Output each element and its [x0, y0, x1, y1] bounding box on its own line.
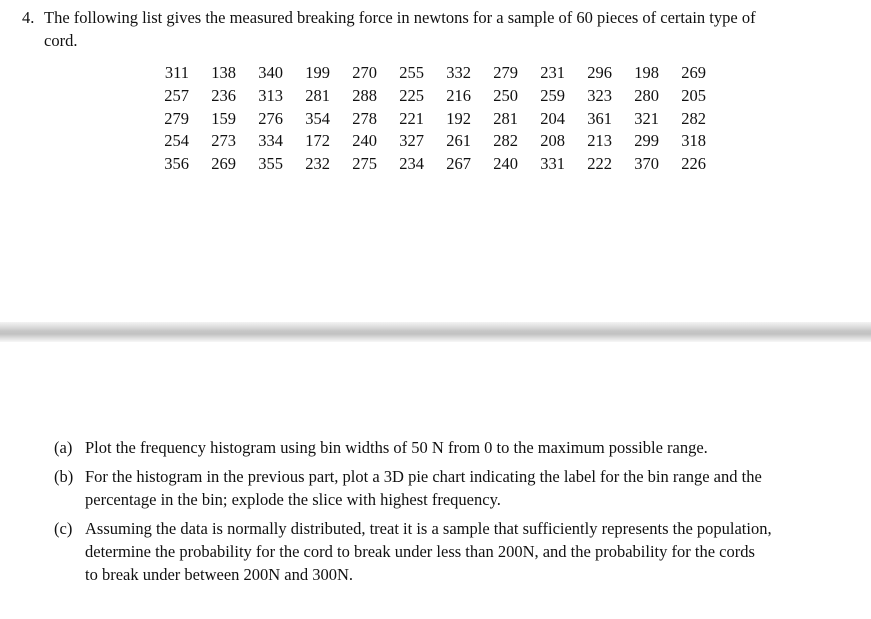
data-cell: 259: [540, 86, 565, 106]
data-cell: 226: [681, 154, 706, 174]
problem-intro-line-2: cord.: [44, 31, 78, 50]
data-cell: 255: [399, 63, 424, 83]
question-part-text: [85, 517, 844, 586]
data-cell: 216: [446, 86, 471, 106]
data-cell: 280: [634, 86, 659, 106]
question-part-line: determine the probability for the cord to break under less than 200N, and the probability for the cords: [85, 542, 755, 561]
data-row: [155, 153, 706, 176]
data-cell: 269: [211, 154, 236, 174]
data-cell: 204: [540, 108, 565, 128]
data-cell: 234: [399, 154, 424, 174]
problem-intro-line-1: [22, 6, 852, 29]
breaking-force-data-table: [155, 62, 706, 175]
data-row: [155, 130, 706, 153]
data-cell: 282: [493, 131, 518, 151]
data-cell: 250: [493, 86, 518, 106]
data-cell: 327: [399, 131, 424, 151]
data-cell: 198: [634, 63, 659, 83]
data-cell: 222: [587, 154, 612, 174]
data-cell: 276: [258, 108, 283, 128]
data-cell: 355: [258, 154, 283, 174]
data-cell: 159: [211, 108, 236, 128]
data-cell: 279: [164, 108, 189, 128]
question-part-label: (a): [54, 438, 73, 457]
problem-number: 4.: [22, 8, 35, 27]
data-cell: 313: [258, 86, 283, 106]
data-cell: 275: [352, 154, 377, 174]
question-part: [54, 436, 844, 459]
data-cell: 138: [211, 63, 236, 83]
question-parts: [54, 436, 844, 592]
data-cell: 240: [493, 154, 518, 174]
data-cell: 199: [305, 63, 330, 83]
data-cell: 273: [211, 131, 236, 151]
data-cell: 296: [587, 63, 612, 83]
question-part-label: (c): [54, 519, 73, 538]
data-cell: 236: [211, 86, 236, 106]
question-part-line: For the histogram in the previous part, plot a 3D pie chart indicating the label for the bin range and the: [85, 467, 762, 486]
data-cell: 231: [540, 63, 565, 83]
question-part: [54, 517, 844, 586]
data-cell: 318: [681, 131, 706, 151]
data-cell: 311: [164, 63, 189, 83]
data-cell: 279: [493, 63, 518, 83]
data-cell: 267: [446, 154, 471, 174]
data-cell: 270: [352, 63, 377, 83]
data-cell: 278: [352, 108, 377, 128]
data-table-body: [155, 62, 706, 175]
data-cell: 261: [446, 131, 471, 151]
question-part-line: percentage in the bin; explode the slice with highest frequency.: [85, 490, 501, 509]
data-cell: 354: [305, 108, 330, 128]
data-cell: 192: [446, 108, 471, 128]
data-cell: 356: [164, 154, 189, 174]
page-separator: [0, 322, 871, 342]
data-cell: 281: [493, 108, 518, 128]
data-cell: 172: [305, 131, 330, 151]
data-cell: 254: [164, 131, 189, 151]
data-cell: 321: [634, 108, 659, 128]
data-cell: 361: [587, 108, 612, 128]
question-part-line: to break under between 200N and 300N.: [85, 565, 354, 584]
question-part-label: (b): [54, 467, 74, 486]
data-cell: 340: [258, 63, 283, 83]
data-row: [155, 62, 706, 85]
data-cell: 282: [681, 108, 706, 128]
data-row: [155, 107, 706, 130]
data-cell: 331: [540, 154, 565, 174]
question-part-text: [85, 436, 844, 459]
question-part-line: Plot the frequency histogram using bin widths of 50 N from 0 to the maximum possible range.: [85, 438, 708, 457]
data-cell: 288: [352, 86, 377, 106]
question-part-text: [85, 465, 844, 511]
question-part: [54, 465, 844, 511]
data-cell: 299: [634, 131, 659, 151]
data-cell: 257: [164, 86, 189, 106]
data-cell: 269: [681, 63, 706, 83]
data-cell: 213: [587, 131, 612, 151]
data-cell: 240: [352, 131, 377, 151]
problem-statement: [22, 6, 852, 52]
data-cell: 332: [446, 63, 471, 83]
data-cell: 232: [305, 154, 330, 174]
data-cell: 208: [540, 131, 565, 151]
data-cell: 221: [399, 108, 424, 128]
data-cell: 205: [681, 86, 706, 106]
question-part-line: Assuming the data is normally distributed, treat it is a sample that sufficiently represents the population,: [85, 519, 772, 538]
problem-intro-text: The following list gives the measured breaking force in newtons for a sample of 60 pieces of certain type of: [44, 8, 756, 27]
data-cell: 225: [399, 86, 424, 106]
data-cell: 323: [587, 86, 612, 106]
data-cell: 281: [305, 86, 330, 106]
data-row: [155, 85, 706, 108]
data-cell: 334: [258, 131, 283, 151]
data-cell: 370: [634, 154, 659, 174]
